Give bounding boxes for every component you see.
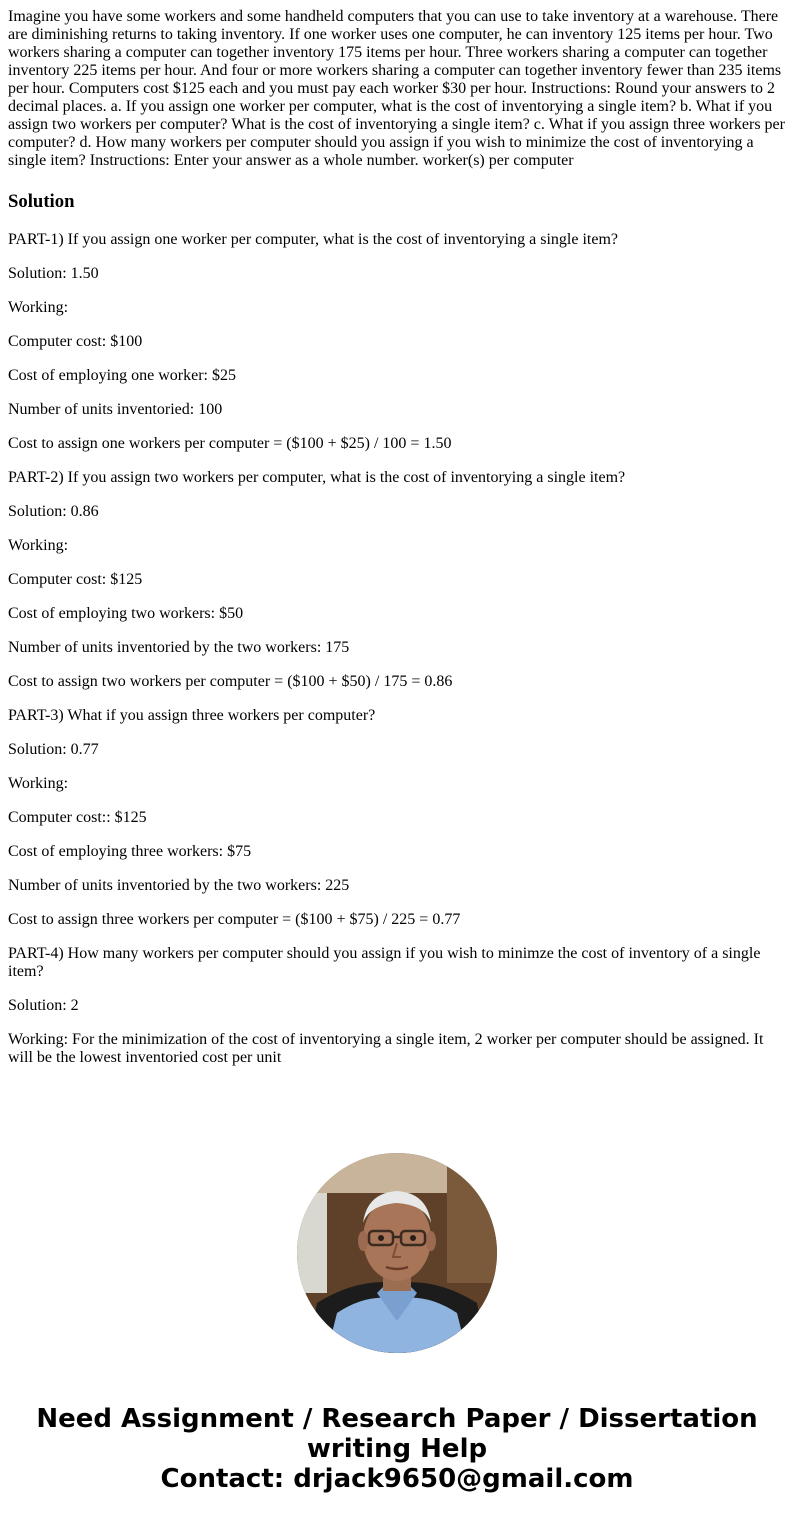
solution-line: Solution: 2	[8, 997, 79, 1014]
footer-help-text: Need Assignment / Research Paper / Dissertation writing Help	[36, 1404, 758, 1464]
solution-line: Cost to assign two workers per computer = ($100 + $50) / 175 = 0.86	[8, 673, 453, 690]
solution-line: Computer cost:: $125	[8, 809, 147, 826]
solution-line: Cost to assign three workers per computer = ($100 + $75) / 225 = 0.77	[8, 911, 461, 928]
solution-line: Solution: 0.86	[8, 503, 99, 520]
question-text: Imagine you have some workers and some handheld computers that you can use to take inventory at a warehouse. There are diminishing returns to taking inventory. If one worker uses one computer, he can inventory 125 items per hour. Two workers sharing a computer can together inventory 175 items per hour. Three workers sharing a computer can together inventory 225 items per hour. And four or more workers sharing a computer can together inventory fewer than 235 items per hour. Computers cost $125 each and you must pay each worker $30 per hour. Instructions: Round your answers to 2 decimal places. a. If you assign one worker per computer, what is the cost of inventorying a single item? b. What if you assign two workers per computer? What is the cost of inventorying a single item? c. What if you assign three workers per computer? d. How many workers per computer should you assign if you wish to minimize the cost of inventorying a single item? Instructions: Enter your answer as a whole number. worker(s) per computer	[8, 8, 785, 169]
solution-line: Cost of employing three workers: $75	[8, 843, 252, 860]
solution-line: Number of units inventoried by the two workers: 175	[8, 639, 350, 656]
avatar	[297, 1153, 497, 1353]
solution-line: Number of units inventoried by the two workers: 225	[8, 877, 350, 894]
solution-line: Working:	[8, 299, 69, 316]
solution-line: Working:	[8, 775, 69, 792]
solution-line: Cost of employing one worker: $25	[8, 367, 236, 384]
solution-line: Computer cost: $125	[8, 571, 143, 588]
solution-line: Cost of employing two workers: $50	[8, 605, 244, 622]
solution-line: PART-2) If you assign two workers per computer, what is the cost of inventorying a single item?	[8, 469, 626, 486]
solution-line: PART-3) What if you assign three workers per computer?	[8, 707, 376, 724]
footer-banner	[0, 1404, 794, 1494]
solution-line: PART-1) If you assign one worker per computer, what is the cost of inventorying a single item?	[8, 231, 618, 248]
solution-line: Working: For the minimization of the cost of inventorying a single item, 2 worker per computer should be assigned. It will be the lowest inventoried cost per unit	[8, 1031, 764, 1066]
person-portrait-icon	[297, 1153, 497, 1353]
solution-line: Computer cost: $100	[8, 333, 143, 350]
solution-line: Solution: 0.77	[8, 741, 99, 758]
solution-line: Cost to assign one workers per computer = ($100 + $25) / 100 = 1.50	[8, 435, 452, 452]
footer-contact-text: Contact: drjack9650@gmail.com	[160, 1464, 634, 1494]
solution-body	[8, 231, 786, 1067]
solution-line: Number of units inventoried: 100	[8, 401, 223, 418]
solution-heading: Solution	[8, 191, 75, 212]
solution-line: Solution: 1.50	[8, 265, 99, 282]
solution-line: Working:	[8, 537, 69, 554]
solution-line: PART-4) How many workers per computer should you assign if you wish to minimze the cost of inventory of a single item?	[8, 945, 761, 980]
